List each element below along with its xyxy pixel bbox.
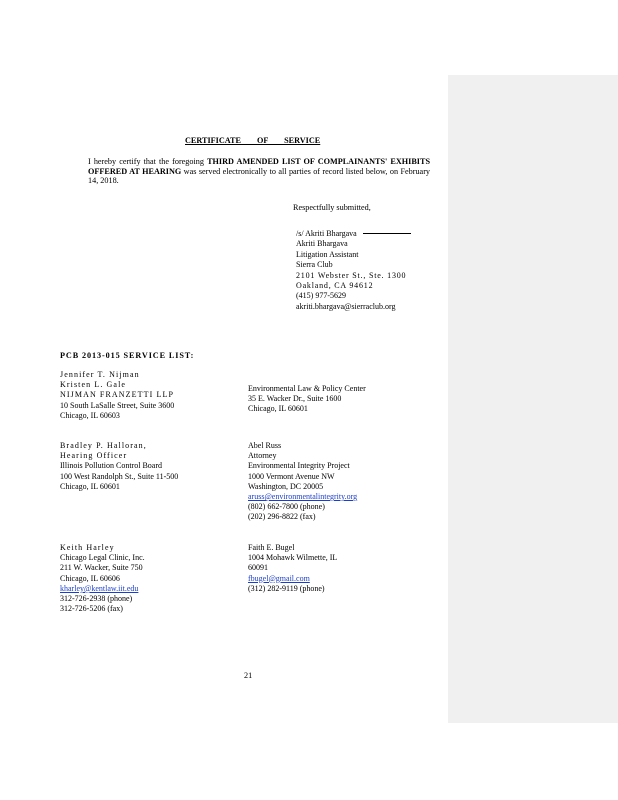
contact-nijman	[60, 370, 174, 421]
contact-harley	[60, 543, 145, 614]
email-link[interactable]: aruss@environmentalintegrity.org	[248, 492, 358, 502]
contact-line: Faith E. Bugel	[248, 543, 295, 552]
contact-line: 1004 Mohawk Wilmette, IL	[248, 553, 338, 563]
contact-line: 211 W. Wacker, Suite 750	[60, 563, 143, 573]
contact-line: Keith Harley	[60, 543, 115, 552]
contact-line: Chicago, IL 60601	[60, 481, 120, 491]
certify-text-1: I hereby certify that the foregoing	[88, 157, 208, 166]
page-number: 21	[244, 671, 253, 680]
contact-line: Washington, DC 20005	[248, 481, 324, 491]
contact-line: 100 West Randolph St., Suite 11-500	[60, 471, 179, 481]
contact-russ	[248, 441, 357, 523]
signature-org: Sierra Club	[296, 260, 333, 270]
contact-line: Chicago Legal Clinic, Inc.	[60, 553, 145, 563]
email-link[interactable]: fbugel@gmail.com	[248, 573, 310, 583]
contact-line: Abel Russ	[248, 441, 282, 450]
contact-line: 35 E. Wacker Dr., Suite 1600	[248, 394, 342, 404]
contact-line: Attorney	[248, 451, 277, 461]
signature-email: akriti.bhargava@sierraclub.org	[296, 301, 396, 311]
contact-line: 312-726-5206 (fax)	[60, 604, 123, 614]
contact-line: 10 South LaSalle Street, Suite 3600	[60, 400, 175, 410]
signature-role: Litigation Assistant	[296, 249, 359, 259]
contact-line: Chicago, IL 60601	[248, 404, 308, 414]
signature-line: /s/ Akriti Bhargava	[296, 229, 357, 238]
signature-rule	[363, 233, 411, 234]
signature-phone: (415) 977-5629	[296, 291, 346, 301]
contact-line: (802) 662-7800 (phone)	[248, 502, 325, 512]
contact-line: 60091	[248, 563, 268, 573]
signature-city: Oakland, CA 94612	[296, 281, 374, 291]
contact-line: Chicago, IL 60606	[60, 573, 120, 583]
contact-line: Bradley P. Halloran,	[60, 441, 147, 450]
contact-line: Illinois Pollution Control Board	[60, 461, 163, 471]
signature-street: 2101 Webster St., Ste. 1300	[296, 270, 407, 280]
certify-paragraph	[60, 157, 430, 186]
contact-elpc	[248, 384, 366, 415]
signature-name: Akriti Bhargava	[296, 239, 348, 249]
contact-line: Hearing Officer	[60, 451, 128, 461]
contact-line: Jennifer T. Nijman	[60, 370, 140, 379]
contact-line: NIJMAN FRANZETTI LLP	[60, 390, 174, 400]
contact-line: 1000 Vermont Avenue NW	[248, 471, 335, 481]
contact-line: Kristen L. Gale	[60, 380, 127, 390]
contact-bugel	[248, 543, 337, 594]
contact-line: 312-726-2938 (phone)	[60, 594, 133, 604]
contact-halloran	[60, 441, 178, 492]
contact-line: Environmental Integrity Project	[248, 461, 350, 471]
contact-line: (202) 296-8822 (fax)	[248, 512, 316, 522]
signoff: Respectfully submitted,	[293, 203, 371, 212]
contact-line: (312) 282-9119 (phone)	[248, 583, 325, 593]
certify-bold-title: THIRD AMENDED LIST OF COMPLAINANTS' EXHIBITS OFFERED AT HEARING	[88, 157, 430, 176]
signature-block	[296, 229, 411, 312]
contact-line: Chicago, IL 60603	[60, 410, 120, 420]
service-list-title: PCB 2013-015 SERVICE LIST:	[60, 351, 195, 360]
comments-pane	[448, 75, 618, 723]
certificate-title: CERTIFICATE OF SERVICE	[185, 136, 321, 145]
contact-line: Environmental Law & Policy Center	[248, 384, 366, 393]
email-link[interactable]: kharley@kentlaw.iit.edu	[60, 583, 139, 593]
certify-text-2: was served electronically to all parties of record listed below, on February 14, 2018.	[88, 166, 431, 186]
